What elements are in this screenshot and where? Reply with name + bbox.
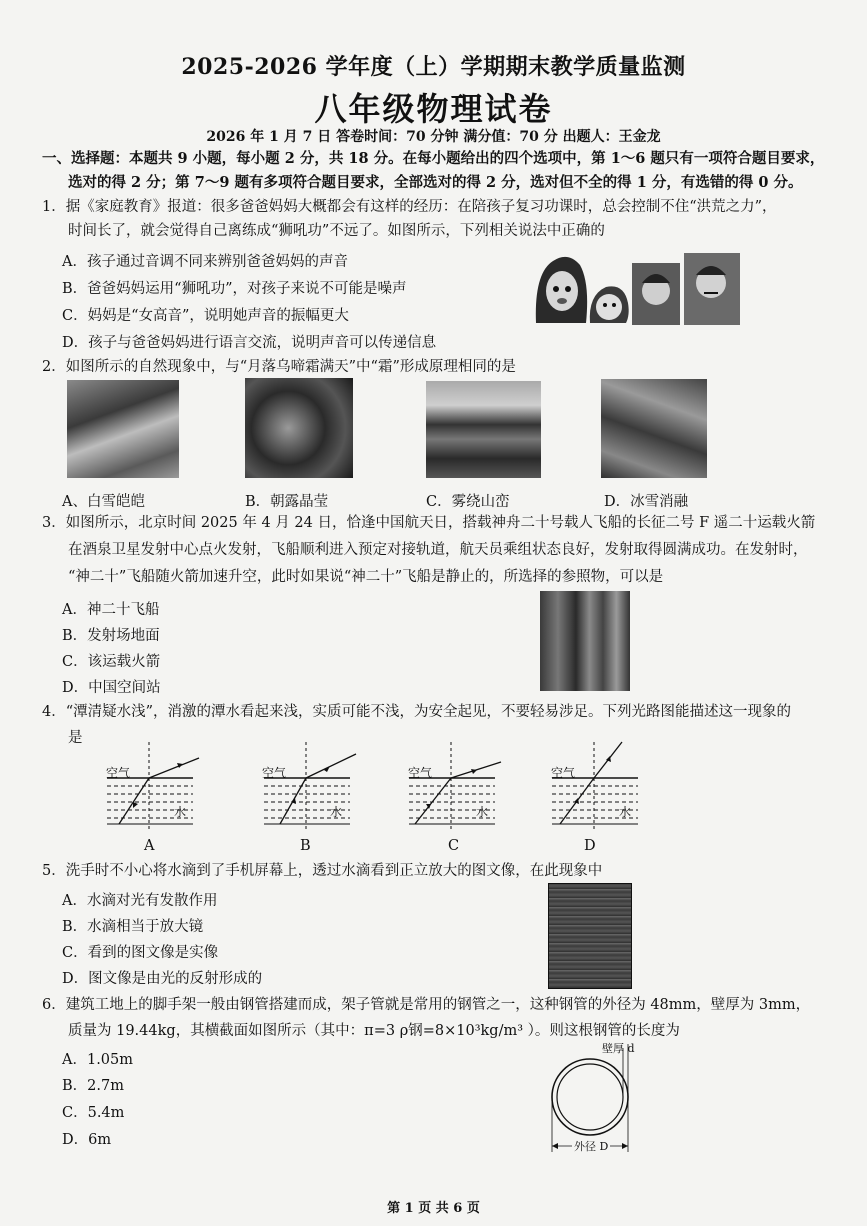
q4-label-d: D [584,838,596,854]
q5-phone-screen-photo [548,883,632,989]
q1-stem-1: 1．据《家庭教育》报道：很多爸爸妈妈大概都会有这样的经历：在陪孩子复习功课时，总会控制不住“洪荒之力”， [42,199,777,215]
q6-stem-2: 质量为 19.44kg，其横截面如图所示（其中：π=3 ρ钢=8×10³kg/m³ ）。则这根钢管的长度为 [68,1023,680,1039]
q4-label-b: B [300,838,311,854]
q5-stem: 5．洗手时不小心将水滴到了手机屏幕上，透过水滴看到正立放大的图文像，在此现象中 [42,863,603,879]
q6-option-b: B．2.7m [62,1078,124,1094]
q5-option-a: A．水滴对光有发散作用 [62,893,218,909]
q4-b-air-label: 空气 [262,766,287,780]
q6-stem-1: 6．建筑工地上的脚手架一般由钢管搭建而成，架子管就是常用的钢管之一，这种钢管的外径为 48mm，壁厚为 3mm， [42,997,811,1013]
q4-diagram-b [262,740,362,835]
q6-option-c: C．5.4m [62,1105,125,1121]
q4-d-water-label: 水 [619,805,632,819]
q3-option-c: C．该运载火箭 [62,654,161,670]
q4-c-air-label: 空气 [408,766,433,780]
q2-option-c: C．雾绕山峦 [426,494,510,510]
q4-label-c: C [448,838,460,854]
exam-header-term: 2025-2026 学年度（上）学期期末教学质量监测 [181,54,686,80]
exam-title: 八年级物理试卷 [314,90,553,128]
q3-option-a: A．神二十飞船 [62,602,160,618]
q6-option-d: D．6m [62,1132,112,1148]
q4-c-water-label: 水 [476,805,489,819]
q6-outer-diameter-label: 外径 D [574,1140,609,1153]
q3-option-b: B．发射场地面 [62,628,160,644]
q4-a-air-label: 空气 [106,766,131,780]
q1-option-a: A．孩子通过音调不同来辨别爸爸妈妈的声音 [62,254,348,270]
q5-option-c: C．看到的图文像是实像 [62,945,219,961]
q1-option-b: B．爸爸妈妈运用“狮吼功”，对孩子来说不可能是噪声 [62,281,407,297]
q3-stem-2: 在酒泉卫星发射中心点火发射，飞船顺利进入预定对接轨道，航天员乘组状态良好，发射取得圆满成功。在发射时， [68,542,808,558]
q4-diagram-a [105,740,205,835]
exam-info-line: 2026 年 1 月 7 日 答卷时间：70 分钟 满分值：70 分 出题人：王金龙 [206,129,661,145]
q4-a-water-label: 水 [174,805,187,819]
q4-b-water-label: 水 [330,805,343,819]
q4-d-air-label: 空气 [551,766,576,780]
q5-option-d: D．图文像是由光的反射形成的 [62,971,263,987]
q4-stem-1: 4．“潭清疑水浅”，消激的潭水看起来浅，实质可能不浅，为安全起见，不要轻易涉足。下列光路图能描述这一现象的 [42,704,792,720]
q2-photo-snow [67,380,179,478]
q2-stem: 2．如图所示的自然现象中，与“月落乌啼霜满天”中“霜”形成原理相同的是 [42,359,516,375]
section1-instructions-1: 一、选择题：本题共 9 小题，每小题 2 分，共 18 分。在每小题给出的四个选项中，第 1～6 题只有一项符合题目要求， [42,150,825,167]
q6-wall-thickness-label: 壁厚 d [602,1042,635,1055]
q2-option-d: D．冰雪消融 [604,494,689,510]
q4-label-a: A [144,838,155,854]
page-footer: 第 1 页 共 6 页 [387,1201,480,1216]
q2-photo-dew [245,378,353,478]
q6-option-a: A．1.05m [62,1052,134,1068]
q2-option-a: A、白雪皑皑 [62,494,145,510]
section1-instructions-2: 选对的得 2 分；第 7～9 题有多项符合题目要求，全部选对的得 2 分，选对但不全的得 1 分，有选错的得 0 分。 [68,174,803,191]
q1-option-d: D．孩子与爸爸妈妈进行语言交流，说明声音可以传递信息 [62,335,437,351]
q4-diagram-d [550,740,650,835]
q5-option-b: B．水滴相当于放大镜 [62,919,204,935]
q2-option-b: B．朝露晶莹 [245,494,329,510]
q1-option-c: C．妈妈是“女高音”，说明她声音的振幅更大 [62,308,349,324]
q2-photo-fog [426,381,541,478]
q1-family-illustration [528,243,743,328]
q3-stem-3: “神二十”飞船随火箭加速升空，此时如果说“神二十”飞船是静止的，所选择的参照物，可以是 [68,569,664,585]
q3-option-d: D．中国空间站 [62,680,161,696]
q3-stem-1: 3．如图所示，北京时间 2025 年 4 月 24 日，恰逢中国航天日，搭载神舟二十号载人飞船的长征二号 F 遥二十运载火箭 [42,515,816,531]
q4-stem-2: 是 [68,730,83,746]
q4-diagram-c [407,740,507,835]
q1-stem-2: 时间长了，就会觉得自己离练成“狮吼功”不远了。如图所示，下列相关说法中正确的 [68,223,605,239]
q2-photo-melting-ice [601,379,707,478]
q3-rocket-launch-photo [540,591,630,691]
